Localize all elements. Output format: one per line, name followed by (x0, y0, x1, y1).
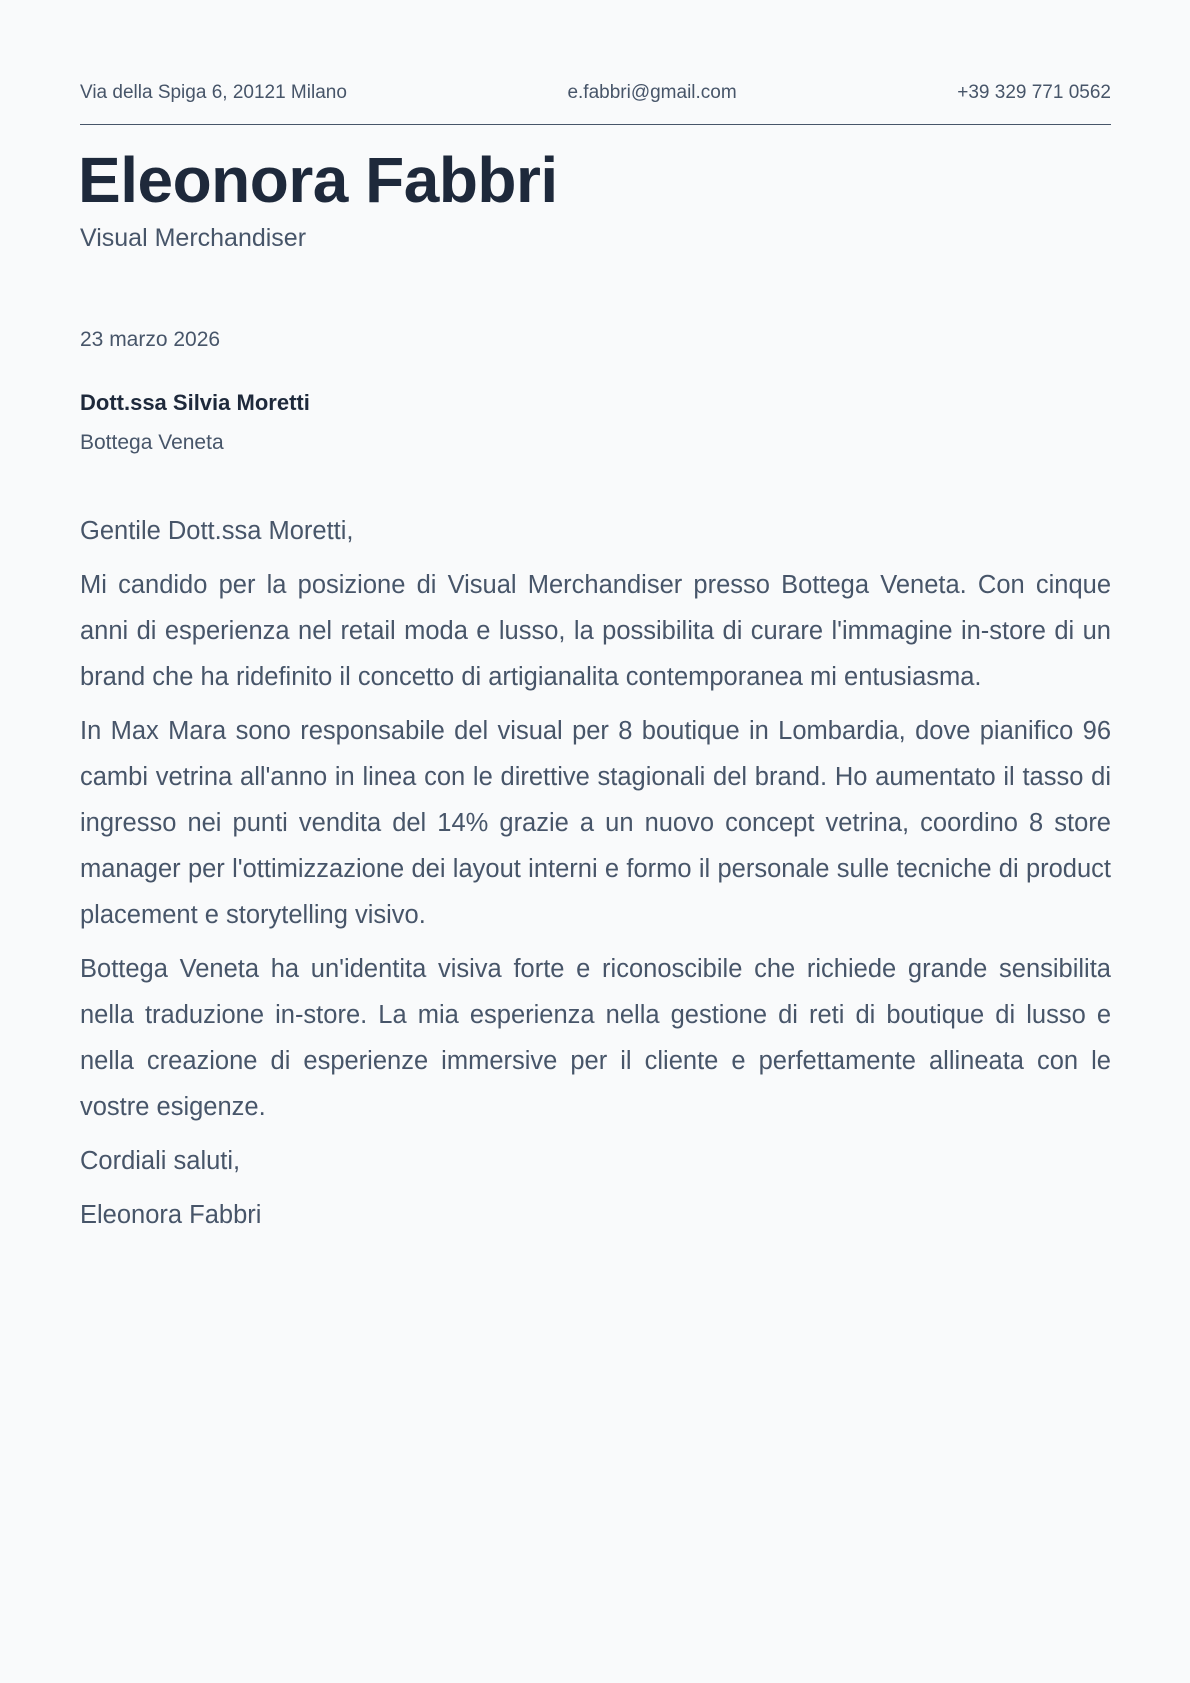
sender-role: Visual Merchandiser (80, 224, 307, 252)
paragraph-intro: Mi candido per la posizione di Visual Merchandiser presso Bottega Veneta. Con cinque anni di esperienza nel retail moda e lusso, la possibilita di curare l'immagine in-store di un brand che ha ridefinito il concetto di artigianalita contemporanea mi entusiasma. (80, 571, 1111, 691)
paragraph-motivation: Bottega Veneta ha un'identita visiva forte e riconoscibile che richiede grande sensibilita nella traduzione in-store. La mia esperienza nella gestione di reti di boutique di lusso e nella creazione di esperienze immersive per il cliente e perfettamente allineata con le vostre esigenze. (80, 955, 1111, 1121)
letter-body (80, 508, 1111, 1246)
recipient-company: Bottega Veneta (80, 431, 224, 454)
sender-name: Eleonora Fabbri (78, 144, 558, 216)
sender-phone: +39 329 771 0562 (957, 82, 1111, 103)
paragraph-experience: In Max Mara sono responsabile del visual per 8 boutique in Lombardia, dove pianifico 96 cambi vetrina all'anno in linea con le direttive stagionali del brand. Ho aumentato il tasso di ingresso nei punti vendita del 14% grazie a un nuovo concept vetrina, coordino 8 store manager per l'ottimizzazione dei layout interni e formo il personale sulle tecniche di product placement e storytelling visivo. (80, 717, 1111, 929)
signature: Eleonora Fabbri (80, 1201, 262, 1229)
letter-date: 23 marzo 2026 (80, 328, 221, 351)
salutation: Gentile Dott.ssa Moretti, (80, 517, 354, 545)
header-divider (80, 124, 1111, 125)
recipient-name: Dott.ssa Silvia Moretti (80, 390, 310, 415)
closing: Cordiali saluti, (80, 1147, 241, 1175)
contact-bar (80, 80, 1111, 106)
sender-address: Via della Spiga 6, 20121 Milano (80, 82, 347, 103)
sender-email: e.fabbri@gmail.com (567, 82, 737, 103)
